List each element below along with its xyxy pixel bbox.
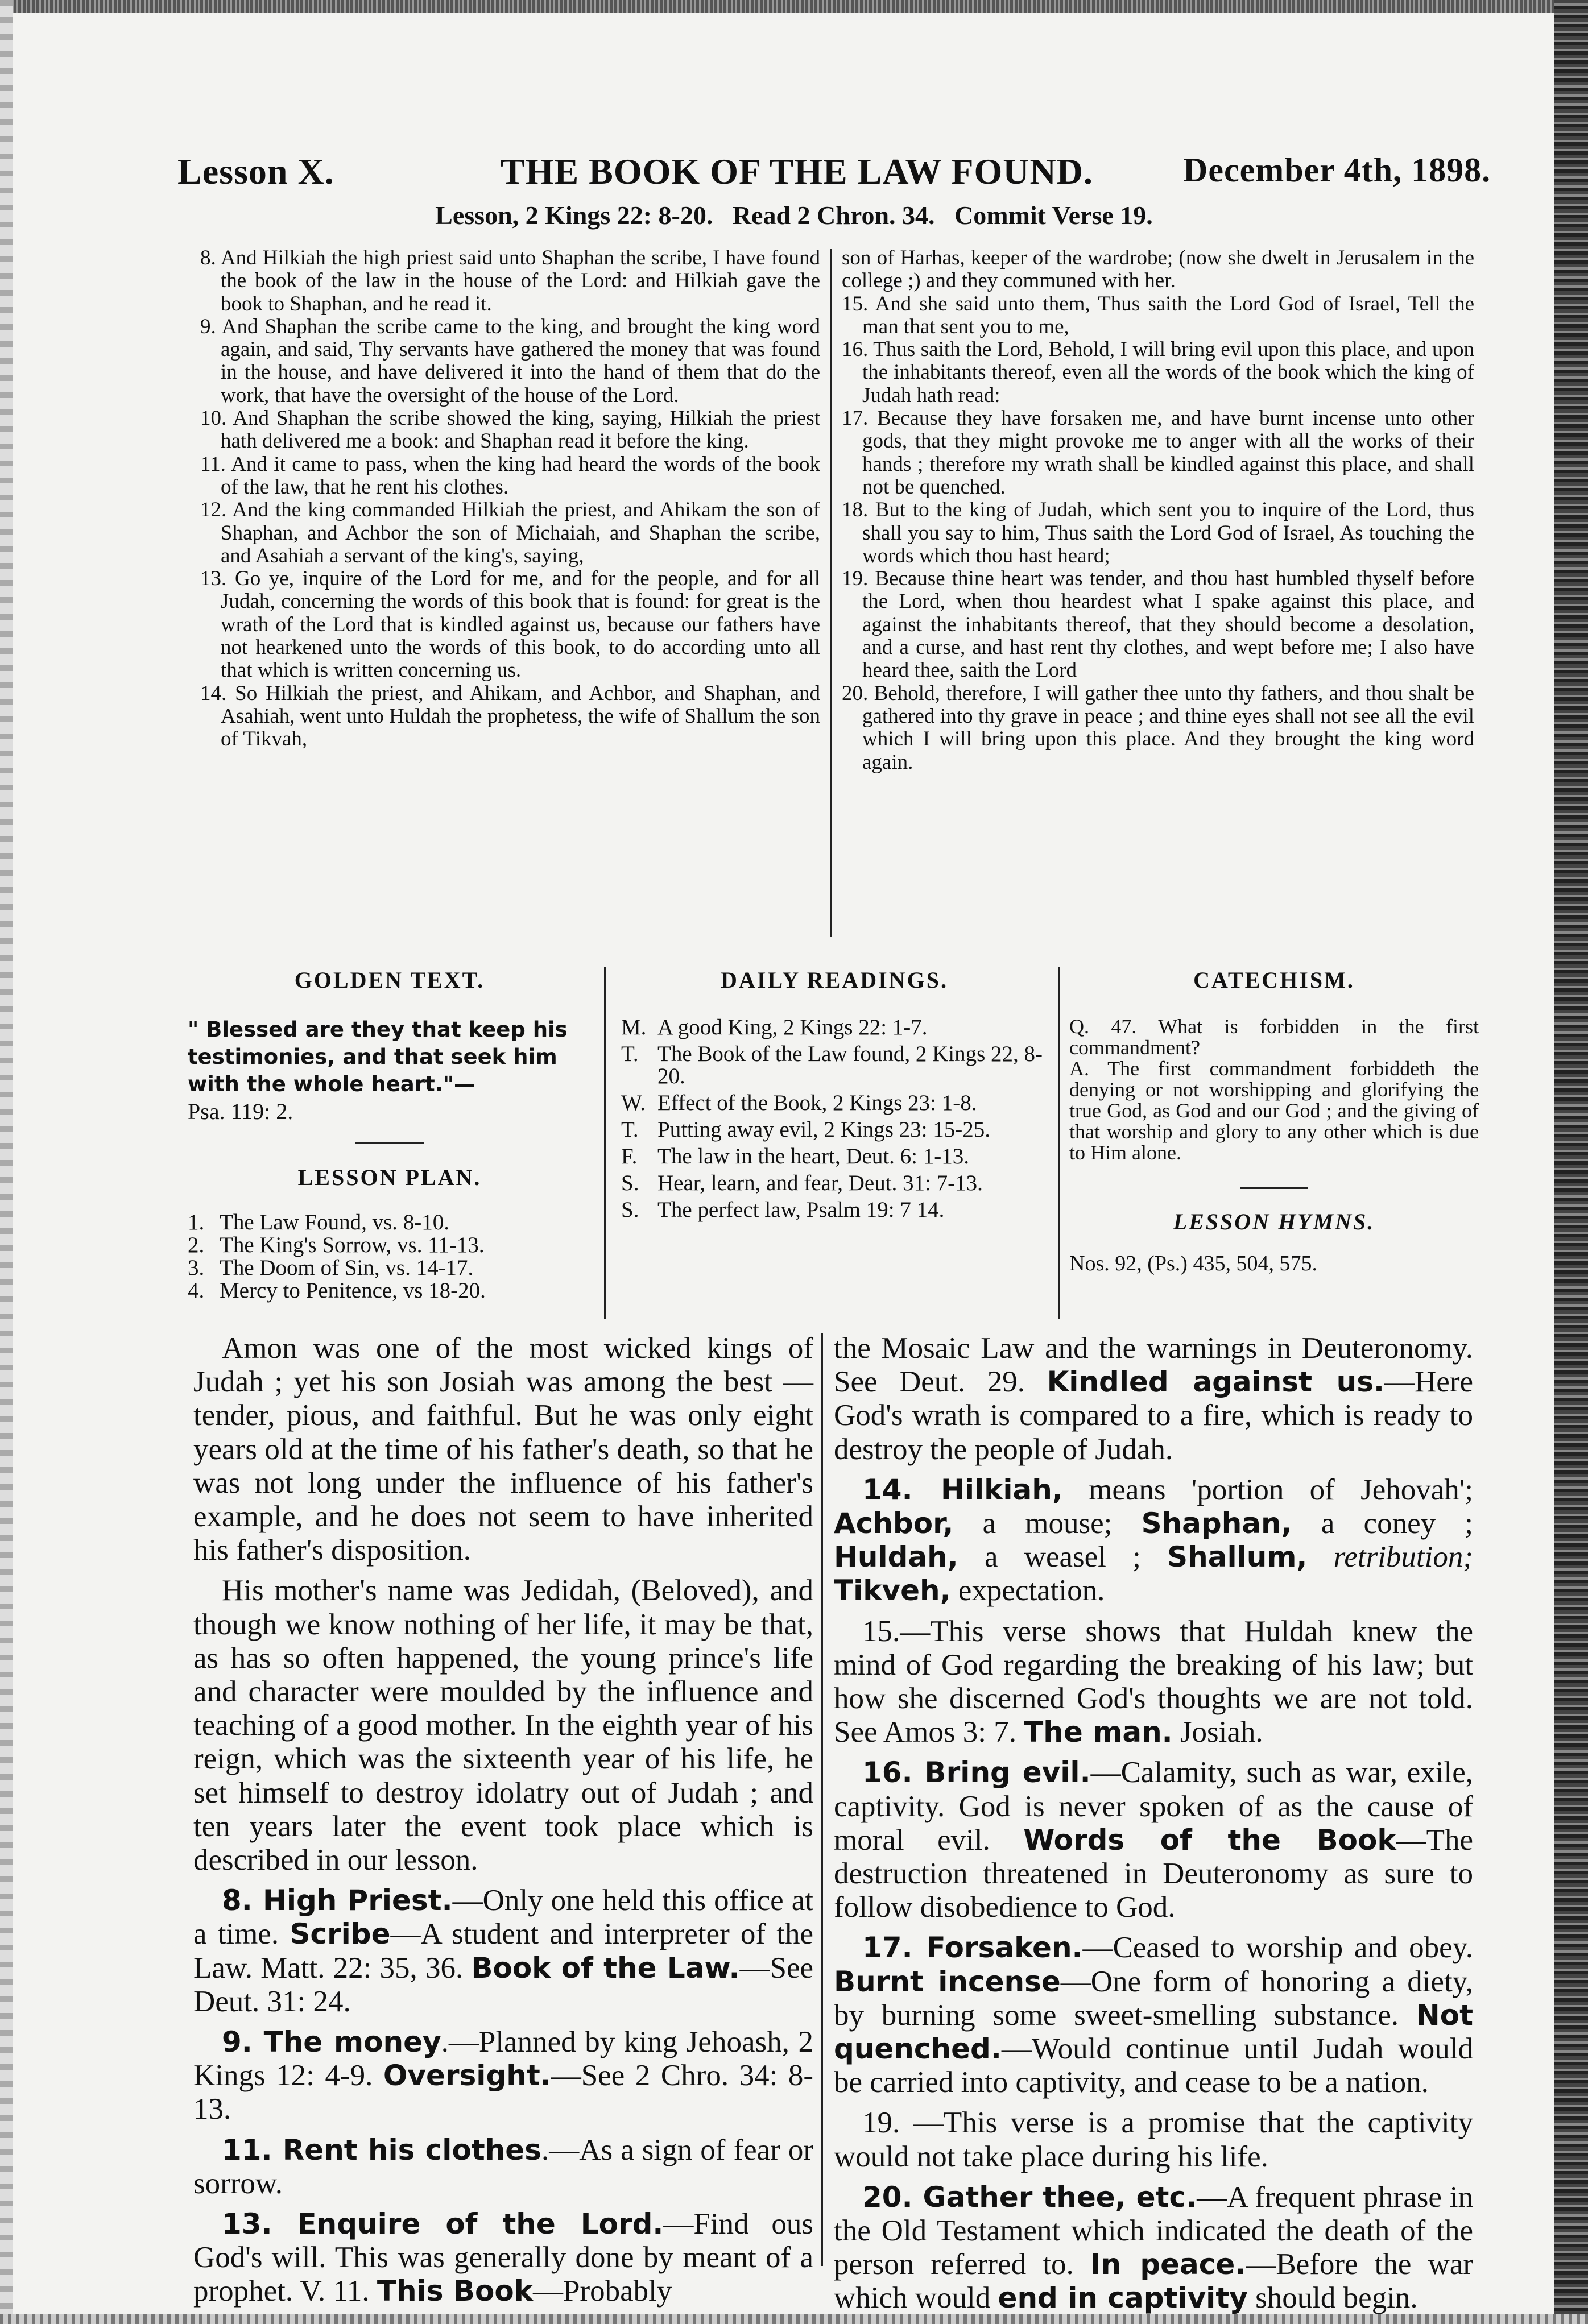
list-item: S. The perfect law, Psalm 19: 7 14. — [621, 1198, 945, 1222]
box-divider-1 — [604, 967, 606, 1319]
scan-binding-edge — [1554, 0, 1588, 2324]
scan-top-edge — [0, 0, 1588, 13]
daily-readings-heading: DAILY READINGS. — [721, 967, 948, 993]
list-item: 3. The Doom of Sin, vs. 14-17. — [188, 1256, 474, 1280]
list-item: T. Putting away evil, 2 Kings 23: 15-25. — [621, 1117, 990, 1142]
note-verse-19: 19. —This verse is a promise that the captivity would not take place during his life. — [834, 2106, 1473, 2173]
catechism-answer: A. The first commandment forbiddeth the denying or not worshipping and glorifying the true God, as God and our God ; and the giving of that worship and glory to any other which is due to Him alone. — [1069, 1057, 1479, 1164]
verse-12: 12. And the king commanded Hilkiah the priest, and Ahikam the son of Shaphan, and Achbor the son of Michaiah, and Shaphan the scribe, and Asahiah a servant of the king's, saying, — [200, 498, 820, 567]
daily-readings-list — [621, 1016, 1048, 1221]
catechism-question: Q. 47. What is forbidden in the first commandment? — [1069, 1015, 1479, 1059]
verse-9: 9. And Shaphan the scribe came to the king, and brought the king word again, and said, Thy servants have gathered the money that was found in the house, and have delivered it into the hand of them that do the work, that have the oversight of the house of the Lord. — [200, 314, 820, 407]
note-verse-13-cont: the Mosaic Law and the warnings in Deuteronomy. See Deut. 29. Kindled against us.—Here God's wrath is compared to a fire, which is ready to destroy the people of Judah. — [834, 1332, 1473, 1466]
scripture-right-column — [842, 247, 1474, 941]
intro-paragraph-2: His mother's name was Jedidah, (Beloved), and though we know nothing of her life, it may be that, as has so often happened, the young prince's life and character were moulded by the influence and teaching of a good mother. In the eighth year of his reign, which was the sixteenth year of his life, he set himself to destroy idolatry out of Judah ; and ten years later the event took place which is described in our lesson. — [193, 1574, 813, 1877]
box-divider-2 — [1058, 967, 1060, 1319]
list-item: 1. The Law Found, vs. 8-10. — [188, 1210, 450, 1235]
note-verse-11: 11. Rent his clothes.—As a sign of fear or sorrow. — [193, 2133, 814, 2200]
verse-13: 13. Go ye, inquire of the Lord for me, and for the people, and for all Judah, concerning the words of this book that is found: for great is the wrath of the Lord that is kindled against us, because our fathers have not hearkened unto the words of this book, to do according unto all that which is written concerning us. — [200, 567, 820, 682]
lesson-number: Lesson X. — [177, 151, 334, 192]
list-item: M. A good King, 2 Kings 22: 1-7. — [621, 1015, 928, 1039]
commentary-right-column — [834, 1332, 1474, 2315]
rule — [1240, 1187, 1308, 1189]
verse-8: 8. And Hilkiah the high priest said unto Shaphan the scribe, I have found the book of the law in the house of the Lord: and Hilkiah gave the book to Shaphan, and he read it. — [200, 246, 820, 316]
verse-11: 11. And it came to pass, when the king had heard the words of the book of the law, that he rent his clothes. — [200, 452, 820, 499]
rule — [355, 1142, 424, 1144]
scripture-left-column — [200, 247, 820, 941]
lesson-reference: Lesson, 2 Kings 22: 8-20. Read 2 Chron. 34. Commit Verse 19. — [435, 201, 1153, 230]
list-item: 2. The King's Sorrow, vs. 11-13. — [188, 1233, 485, 1257]
note-verse-16: 16. Bring evil.—Calamity, such as war, exile, captivity. God is never spoken of as the cause of moral evil. Words of the Book—The destruction threatened in Deuteronomy as sure to follow disobedience to God. — [834, 1756, 1473, 1924]
list-item: T. The Book of the Law found, 2 Kings 22, 8-20. — [621, 1042, 1043, 1088]
hymns-text: Nos. 92, (Ps.) 435, 504, 575. — [1069, 1252, 1317, 1275]
note-verse-14: 14. Hilkiah, means 'portion of Jehovah'; Achbor, a mouse; Shaphan, a coney ; Huldah, a weasel ; Shallum, retribution; Tikveh, expectation. — [834, 1473, 1474, 1608]
list-item: S. Hear, learn, and fear, Deut. 31: 7-13. — [621, 1171, 983, 1195]
note-verse-15: 15.—This verse shows that Huldah knew the mind of God regarding the breaking of his law; but how she discerned God's thoughts we are not told. See Amos 3: 7. The man. Josiah. — [834, 1614, 1473, 1749]
golden-text-ref: Psa. 119: 2. — [188, 1099, 293, 1124]
verse-14-cont: son of Harhas, keeper of the wardrobe; (now she dwelt in Jerusalem in the college ;) and they communed with her. — [842, 246, 1474, 293]
verse-14: 14. So Hilkiah the priest, and Ahikam, and Achbor, and Shaphan, and Asahiah, went unto Huldah the prophetess, the wife of Shallum the son of Tikvah, — [200, 681, 820, 751]
verse-19: 19. Because thine heart was tender, and thou hast humbled thyself before the Lord, when thou heardest what I spake against this place, and against the inhabitants thereof, that they should become a desolation, and a curse, and hast rent thy clothes, and wept before me; I also have heard thee, saith the Lord — [842, 567, 1474, 682]
golden-text-box — [188, 967, 592, 1302]
scan-bottom-edge — [0, 2314, 1588, 2324]
catechism-box — [1069, 967, 1479, 1276]
intro-paragraph-1: Amon was one of the most wicked kings of Judah ; yet his son Josiah was among the best —tender, pious, and faithful. But he was only eight years old at the time of his father's death, so that he was not long under the influence of his father's example, and he does not seem to have inherited his father's disposition. — [193, 1332, 813, 1567]
note-verse-8: 8. High Priest.—Only one held this office at a time. Scribe—A student and interpreter of the Law. Matt. 22: 35, 36. Book of the Law.—See Deut. 31: 24. — [193, 1884, 814, 2018]
golden-text-heading: GOLDEN TEXT. — [294, 967, 485, 993]
scan-left-edge — [0, 0, 13, 2324]
lesson-plan-heading: LESSON PLAN. — [297, 1165, 482, 1190]
hymns-heading: LESSON HYMNS. — [1173, 1209, 1375, 1235]
note-verse-17: 17. Forsaken.—Ceased to worship and obey. Burnt incense—One form of honoring a diety, by burning some sweet-smelling substance. Not quenched.—Would continue until Judah would be carried into captivity, and cease to be a nation. — [834, 1931, 1474, 2099]
lesson-plan-list — [188, 1211, 592, 1302]
commentary-divider — [821, 1333, 823, 2266]
verse-10: 10. And Shaphan the scribe showed the king, saying, Hilkiah the priest hath delivered me a book: and Shaphan read it before the king. — [200, 407, 820, 453]
list-item: F. The law in the heart, Deut. 6: 1-13. — [621, 1144, 969, 1169]
commentary-left-column — [193, 1332, 814, 2308]
verse-15: 15. And she said unto them, Thus saith the Lord God of Israel, Tell the man that sent you to me, — [842, 292, 1474, 338]
verse-20: 20. Behold, therefore, I will gather thee unto thy fathers, and thou shalt be gathered into thy grave in peace ; and thine eyes shall not see all the evil which I will bring upon this place. And they brought the king word again. — [842, 681, 1474, 774]
lesson-date: December 4th, 1898. — [1183, 151, 1491, 189]
column-divider — [830, 249, 832, 937]
verse-18: 18. But to the king of Judah, which sent you to inquire of the Lord, thus shall you say to him, Thus saith the Lord God of Israel, As touching the words which thou hast heard; — [842, 498, 1474, 567]
list-item: W. Effect of the Book, 2 Kings 23: 1-8. — [621, 1091, 977, 1115]
catechism-heading: CATECHISM. — [1193, 967, 1355, 993]
list-item: 4. Mercy to Penitence, vs 18-20. — [188, 1278, 486, 1303]
note-verse-13: 13. Enquire of the Lord.—Find ous God's will. This was generally done by meant of a prophet. V. 11. This Book—Probably — [193, 2207, 814, 2308]
verse-16: 16. Thus saith the Lord, Behold, I will bring evil upon this place, and upon the inhabitants thereof, even all the words of the book which the king of Judah hath read: — [842, 338, 1474, 407]
golden-text-quote: " Blessed are they that keep his testimonies, and that seek him with the whole heart."— — [188, 1017, 568, 1096]
daily-readings-box — [621, 967, 1048, 1221]
page-title: THE BOOK OF THE LAW FOUND. — [501, 151, 1093, 192]
verse-17: 17. Because they have forsaken me, and have burnt incense unto other gods, that they might provoke me to anger with all the works of their hands ; therefore my wrath shall be kindled against this place, and shall not be quenched. — [842, 407, 1474, 499]
note-verse-9: 9. The money.—Planned by king Jehoash, 2 Kings 12: 4-9. Oversight.—See 2 Chro. 34: 8-13. — [193, 2025, 814, 2126]
note-verse-20: 20. Gather thee, etc.—A frequent phrase in the Old Testament which indicated the death of the person referred to. In peace.—Before the war which would end in captivity should begin. — [834, 2180, 1474, 2315]
